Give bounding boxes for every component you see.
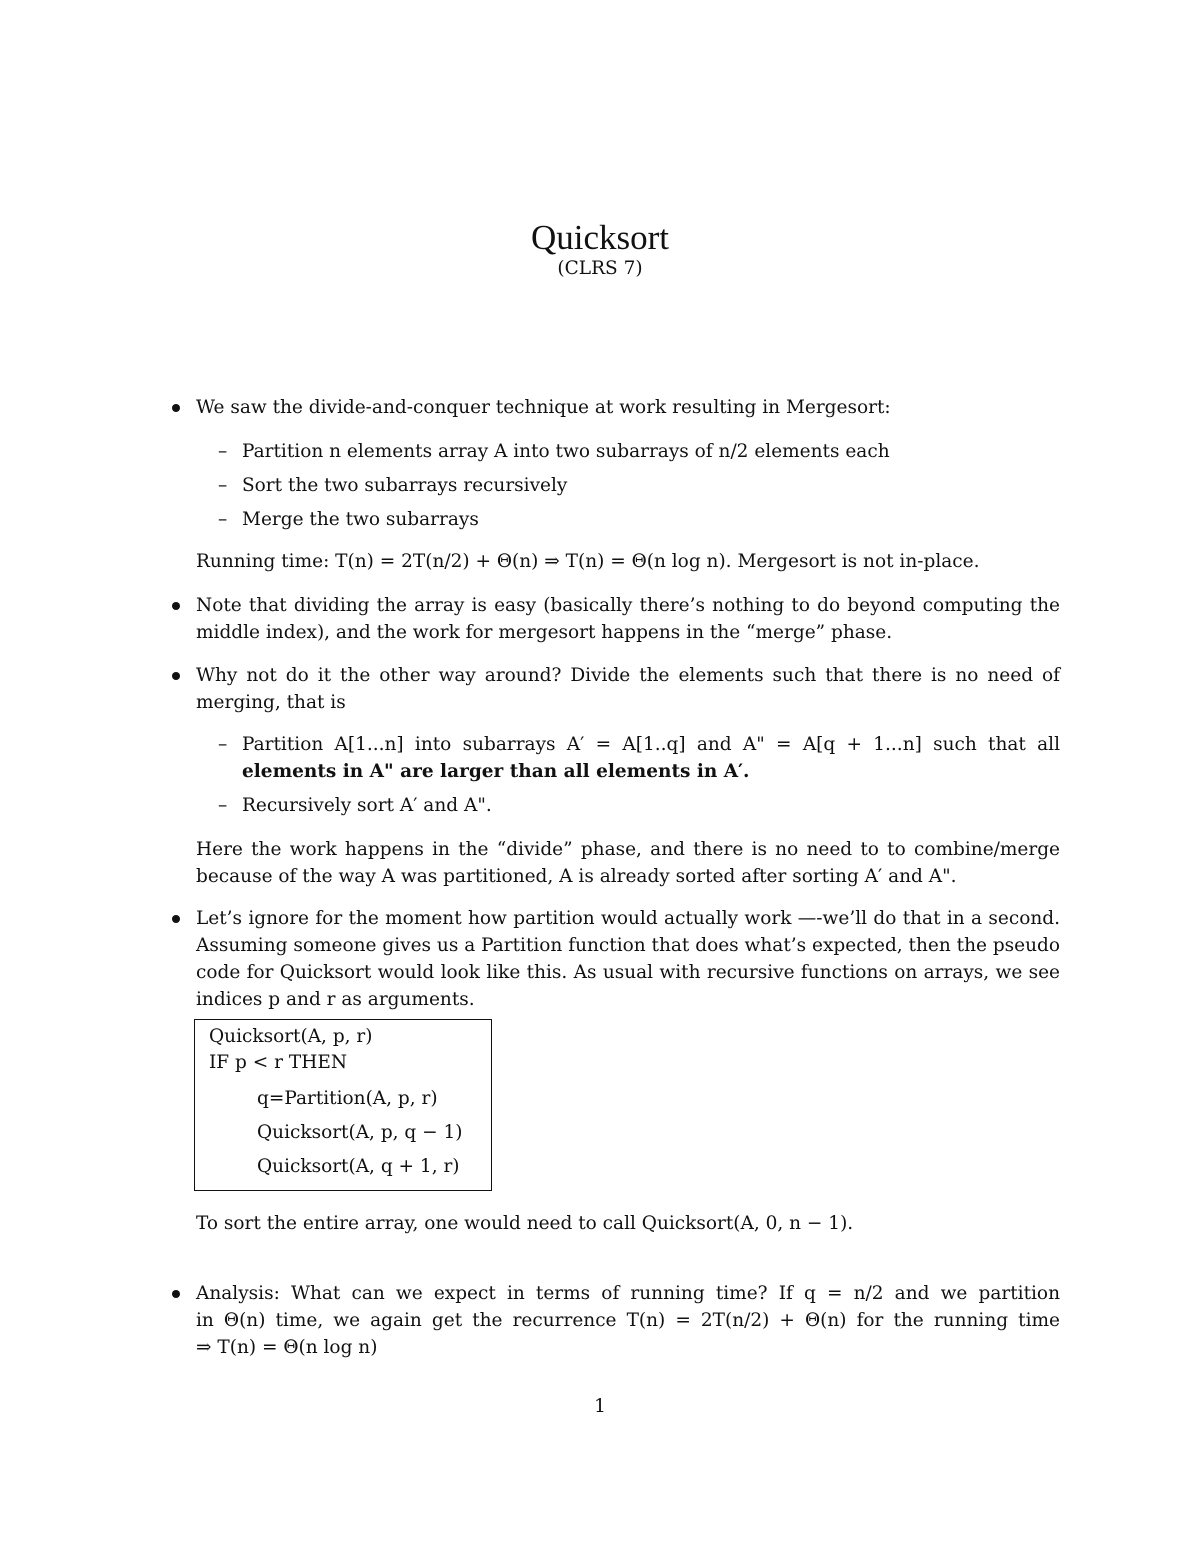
document-subtitle: (CLRS 7)	[557, 258, 643, 279]
bullet-3-item-1-line-1: Partition A[1...n] into subarrays A′ = A[1..q] and A" = A[q + 1...n] such that all	[242, 734, 1060, 755]
bullet-4-line-3: code for Quicksort would look like this. As usual with recursive functions on arrays, we see	[196, 962, 1060, 983]
dash-marker: –	[218, 475, 228, 496]
pseudocode-box	[194, 1019, 492, 1191]
bullet-3-item-1	[242, 731, 1060, 785]
dash-marker: –	[218, 509, 228, 530]
bullet-5-line-1: Analysis: What can we expect in terms of running time? If q = n/2 and we partition	[196, 1283, 1060, 1304]
bullet-4-line-2: Assuming someone gives us a Partition function that does what’s expected, then the pseudo	[196, 935, 1060, 956]
bullet-dot	[172, 915, 180, 923]
bullet-1-intro: We saw the divide-and-conquer technique at work resulting in Mergesort:	[196, 397, 891, 418]
bullet-4-text	[196, 905, 1060, 1013]
bullet-dot	[172, 1290, 180, 1298]
bullet-1-item-1: Partition n elements array A into two subarrays of n/2 elements each	[242, 441, 890, 462]
code-line-recurse-left: Quicksort(A, p, q − 1)	[257, 1122, 463, 1143]
code-line-partition: q=Partition(A, p, r)	[257, 1088, 438, 1109]
bullet-dot	[172, 404, 180, 412]
code-line-if: IF p < r THEN	[209, 1052, 348, 1073]
bullet-3-line-2: merging, that is	[196, 692, 346, 713]
bullet-3-item-1-line-2: elements in A" are larger than all elements in A′.	[242, 761, 750, 782]
bullet-3-line-1: Why not do it the other way around? Divide the elements such that there is no need of	[196, 665, 1060, 686]
document-title: Quicksort	[530, 218, 670, 257]
dash-marker: –	[218, 441, 228, 462]
bullet-1-item-2: Sort the two subarrays recursively	[242, 475, 568, 496]
divide-phase-line-1: Here the work happens in the “divide” phase, and there is no need to to combine/merge	[196, 839, 1060, 860]
dash-marker: –	[218, 734, 228, 755]
bullet-5-line-2: in Θ(n) time, we again get the recurrence T(n) = 2T(n/2) + Θ(n) for the running time	[196, 1310, 1060, 1331]
bullet-3-text	[196, 662, 1060, 716]
sort-call-line: To sort the entire array, one would need to call Quicksort(A, 0, n − 1).	[196, 1213, 854, 1234]
bullet-dot	[172, 672, 180, 680]
bullet-5-line-3: ⇒ T(n) = Θ(n log n)	[196, 1337, 378, 1358]
code-line-signature: Quicksort(A, p, r)	[209, 1026, 373, 1047]
bullet-2-line-1: Note that dividing the array is easy (basically there’s nothing to do beyond computing the	[196, 595, 1060, 616]
bullet-3-item-2: Recursively sort A′ and A".	[242, 795, 492, 816]
running-time-line: Running time: T(n) = 2T(n/2) + Θ(n) ⇒ T(n) = Θ(n log n). Mergesort is not in-place.	[196, 551, 980, 572]
bullet-1-item-3: Merge the two subarrays	[242, 509, 479, 530]
bullet-4-line-1: Let’s ignore for the moment how partition would actually work —-we’ll do that in a second.	[196, 908, 1060, 929]
divide-phase-paragraph	[196, 836, 1060, 890]
bullet-dot	[172, 602, 180, 610]
bullet-2-text	[196, 592, 1060, 646]
bullet-5-text	[196, 1280, 1060, 1361]
bullet-2-line-2: middle index), and the work for mergesort happens in the “merge” phase.	[196, 622, 893, 643]
bullet-4-line-4: indices p and r as arguments.	[196, 989, 475, 1010]
code-line-recurse-right: Quicksort(A, q + 1, r)	[257, 1156, 460, 1177]
page-number: 1	[594, 1396, 606, 1417]
divide-phase-line-2: because of the way A was partitioned, A is already sorted after sorting A′ and A".	[196, 866, 957, 887]
dash-marker: –	[218, 795, 228, 816]
